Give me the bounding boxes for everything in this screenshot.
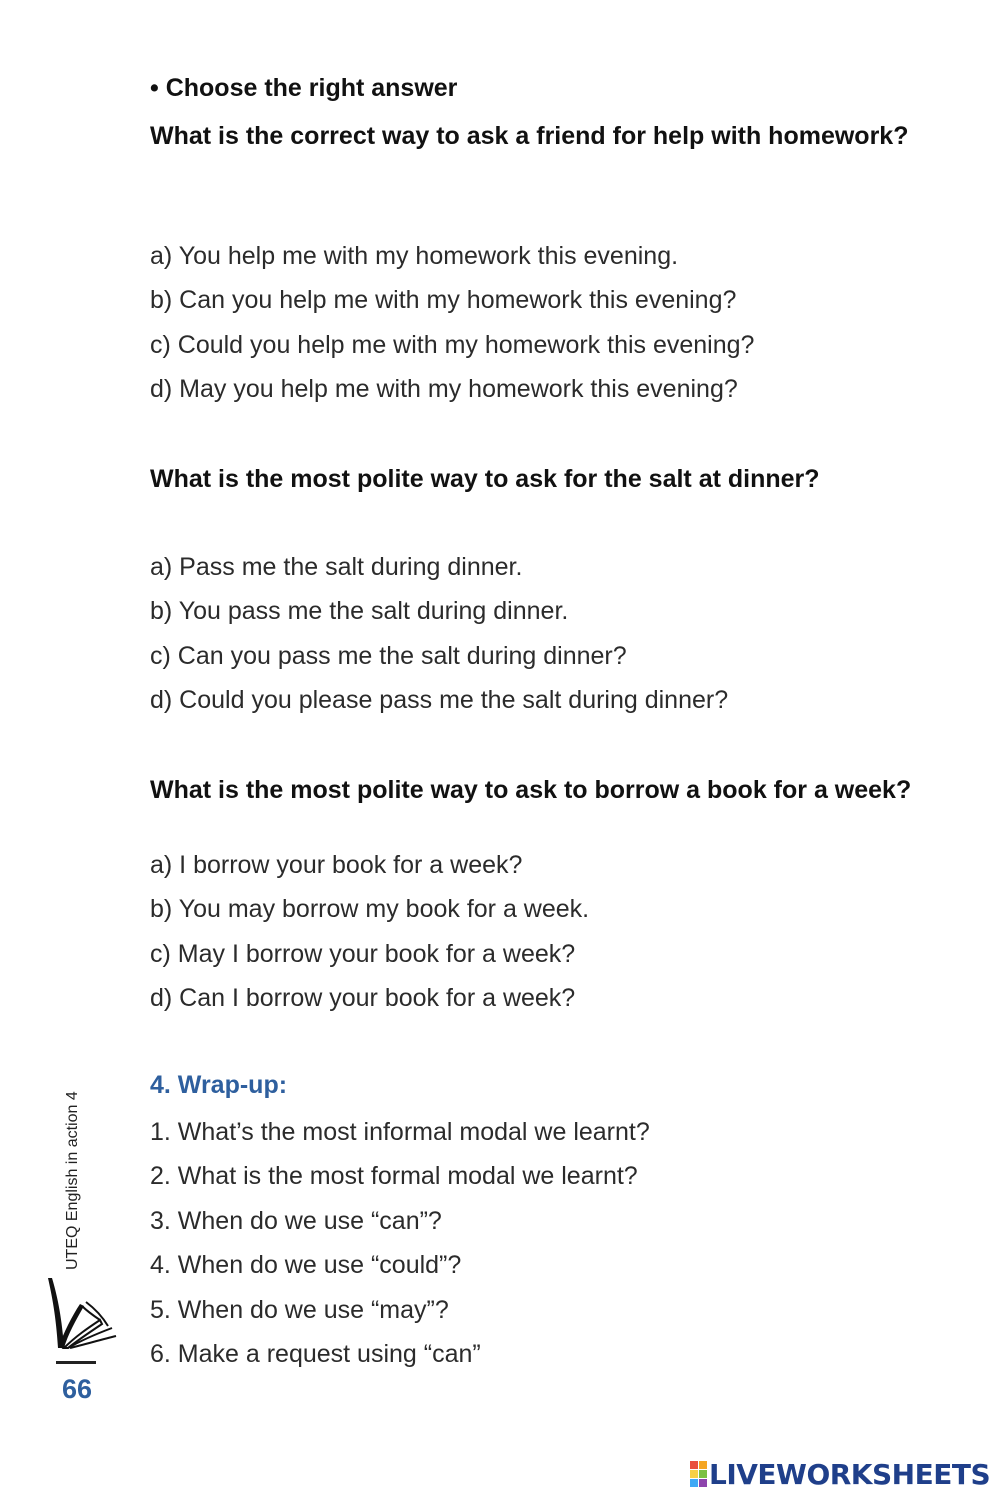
wrapup-item-3: 3. When do we use “can”? (150, 1207, 442, 1235)
question-1-prompt: What is the correct way to ask a friend for help with homework? (150, 122, 909, 150)
liveworksheets-wordmark: LIVEWORKSHEETS (709, 1457, 991, 1491)
question-1-option-c[interactable]: c) Could you help me with my homework this evening? (150, 331, 755, 359)
question-3-prompt: What is the most polite way to ask to borrow a book for a week? (150, 776, 912, 804)
page-number-rule (56, 1361, 96, 1364)
wrapup-item-2: 2. What is the most formal modal we learnt? (150, 1162, 638, 1190)
wrapup-item-4: 4. When do we use “could”? (150, 1251, 462, 1279)
liveworksheets-logo (690, 1458, 990, 1490)
wrapup-item-1: 1. What’s the most informal modal we learnt? (150, 1118, 650, 1146)
question-1-option-b[interactable]: b) Can you help me with my homework this evening? (150, 286, 737, 314)
question-3-option-d[interactable]: d) Can I borrow your book for a week? (150, 984, 576, 1012)
question-3-option-a[interactable]: a) I borrow your book for a week? (150, 851, 523, 879)
page-number: 66 (62, 1374, 93, 1404)
question-1-option-a[interactable]: a) You help me with my homework this evening. (150, 242, 679, 270)
open-book-icon (42, 1276, 120, 1352)
question-2-option-d[interactable]: d) Could you please pass me the salt during dinner? (150, 686, 729, 714)
wrapup-heading: 4. Wrap-up: (150, 1071, 288, 1099)
book-title: UTEQ English in action 4 (64, 1091, 81, 1270)
question-2-option-c[interactable]: c) Can you pass me the salt during dinner? (150, 642, 627, 670)
question-3-option-c[interactable]: c) May I borrow your book for a week? (150, 940, 576, 968)
liveworksheets-logo-mark-icon (690, 1461, 707, 1487)
instruction-heading: • Choose the right answer (150, 74, 458, 102)
wrapup-item-6: 6. Make a request using “can” (150, 1340, 481, 1368)
question-2-option-b[interactable]: b) You pass me the salt during dinner. (150, 597, 569, 625)
question-3-option-b[interactable]: b) You may borrow my book for a week. (150, 895, 590, 923)
question-2-prompt: What is the most polite way to ask for the salt at dinner? (150, 465, 820, 493)
question-2-option-a[interactable]: a) Pass me the salt during dinner. (150, 553, 523, 581)
question-1-option-d[interactable]: d) May you help me with my homework this evening? (150, 375, 738, 403)
wrapup-item-5: 5. When do we use “may”? (150, 1296, 449, 1324)
